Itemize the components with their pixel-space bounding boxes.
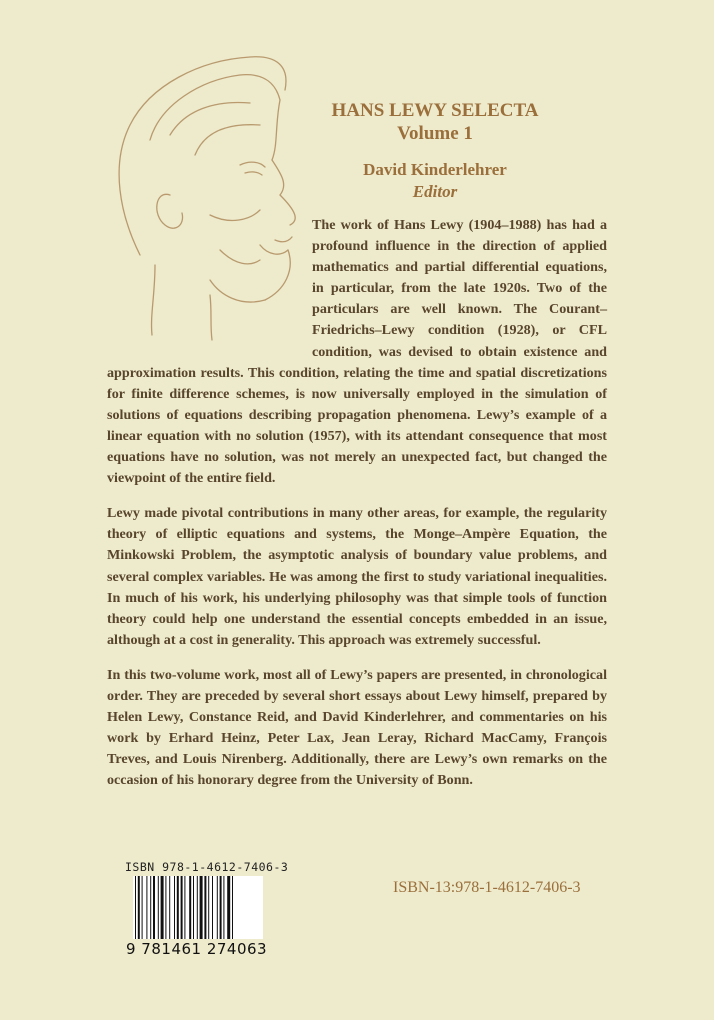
barcode-bar: [181, 876, 183, 939]
barcode-bar: [200, 876, 203, 939]
barcode-isbn-label: ISBN 978-1-4612-7406-3: [125, 860, 289, 874]
book-volume: Volume 1: [397, 123, 473, 144]
barcode-bar: [158, 876, 159, 939]
barcode-bar: [135, 876, 136, 939]
barcode-bar: [193, 876, 194, 939]
back-cover-blurb: [107, 215, 607, 805]
book-title: HANS LEWY SELECTA: [331, 100, 539, 121]
barcode-bar: [208, 876, 209, 939]
barcode-bar: [227, 876, 230, 939]
barcode-bar: [177, 876, 179, 939]
barcode-bar: [165, 876, 166, 939]
isbn-13: ISBN-13:978-1-4612-7406-3: [393, 879, 581, 896]
barcode-bar: [223, 876, 224, 939]
barcode-bar: [212, 876, 213, 939]
barcode-digits: 9 781461 274063: [126, 940, 268, 958]
barcode-image: [133, 876, 263, 939]
barcode-bar: [169, 876, 170, 939]
barcode-bar: [220, 876, 222, 939]
sketch-wrap-space: [107, 215, 312, 355]
blurb-paragraph-2: Lewy made pivotal contributions in many other areas, for example, the regularity theory of elliptic equations and systems, the Monge–Ampère Equation, the Minkowski Problem, the asymptotic analysis of boundary value problems, and several complex variables. He was among the first to study variational inequalities. In much of his work, his underlying philosophy was that simple tools of function theory could help one understand the essential concepts embedded in an issue, although at a cost in generality. This approach was extremely successful.: [107, 505, 607, 648]
blurb-paragraph-1: The work of Hans Lewy (1904–1988) has had a profound influence in the direction of applied mathematics and partial differential equations, in particular, from the late 1920s. Two of the particulars are well known. The Courant–Friedrichs–Lewy condition (1928), or CFL condition, was devised to obtain existence and approximation results. This condition, relating the time and spatial discretizations for finite difference schemes, is now universally employed in the simulation of solutions of equations describing propagation phenomena. Lewy’s example of a linear equation with no solution (1957), with its attendant consequence that most equations have no solution, was not merely an unexpected fact, but changed the viewpoint of the entire field.: [107, 217, 607, 487]
barcode-bar: [197, 876, 198, 939]
barcode-bar: [174, 876, 175, 939]
barcode-bar: [161, 876, 164, 939]
editor-name: David Kinderlehrer: [363, 160, 507, 179]
barcode-bar: [204, 876, 206, 939]
blurb-paragraph-3: In this two-volume work, most all of Lewy’s papers are presented, in chronological order. They are preceded by several short essays about Lewy himself, prepared by Helen Lewy, Constance Reid, and David Kinderlehrer, and commentaries on his work by Erhard Heinz, Peter Lax, Jean Leray, Richard MacCamy, François Treves, and Louis Nirenberg. Additionally, there are Lewy’s own remarks on the occasion of his honorary degree from the University of Bonn.: [107, 666, 607, 789]
barcode-bar: [138, 876, 140, 939]
barcode-bar: [153, 876, 155, 939]
barcode-bar: [189, 876, 191, 939]
editor-role: Editor: [412, 182, 458, 201]
barcode-bar: [142, 876, 143, 939]
barcode-bar: [184, 876, 185, 939]
barcode-bar: [232, 876, 233, 939]
barcode-bar: [150, 876, 151, 939]
barcode-bar: [146, 876, 147, 939]
barcode-bar: [217, 876, 218, 939]
